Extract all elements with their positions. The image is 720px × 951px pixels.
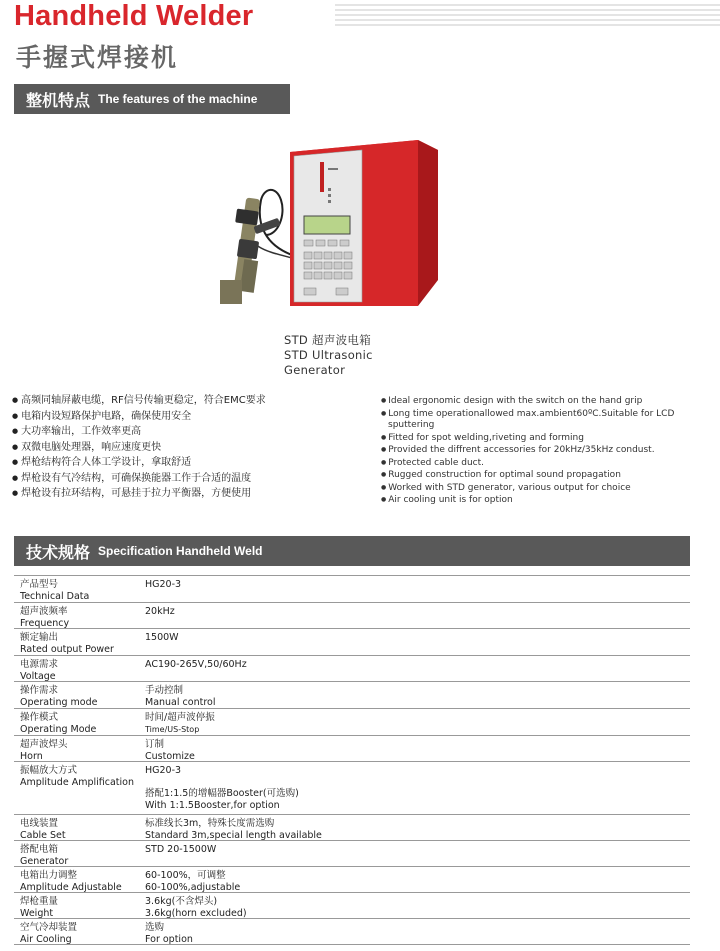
spec-value: Standard 3m,special length available xyxy=(145,829,322,841)
spec-label-en: Horn xyxy=(20,750,43,762)
spec-label-cn: 操作需求 xyxy=(20,685,59,696)
machine-caption xyxy=(284,333,373,378)
spec-value: 3.6kg(horn excluded) xyxy=(145,907,247,919)
feature-item-en: ● Ideal ergonomic design with the switch on the hand grip xyxy=(381,395,717,408)
caption-line: STD 超声波电箱 xyxy=(284,333,372,347)
spec-row xyxy=(14,682,690,709)
spec-value: AC190-265V,50/60Hz xyxy=(145,659,247,670)
spec-row xyxy=(14,867,690,893)
spec-label-en: Technical Data xyxy=(20,590,90,602)
feature-item-cn: ● 焊枪结构符合人体工学设计，拿取舒适 xyxy=(12,455,266,471)
feature-item-en: ● Worked with STD generator, various output for choice xyxy=(381,482,717,495)
spec-label-en: Rated output Power xyxy=(20,643,114,655)
spec-value: 选购 xyxy=(145,922,165,933)
machine-illustration xyxy=(206,130,446,320)
spec-label-cn: 焊枪重量 xyxy=(20,896,59,907)
spec-row xyxy=(14,815,690,841)
spec-label-cn: 操作模式 xyxy=(20,712,59,723)
spec-label-cn: 超声波焊头 xyxy=(20,739,68,750)
spec-value: Manual control xyxy=(145,696,216,708)
spec-section-header xyxy=(14,536,690,566)
spec-label-en: Weight xyxy=(20,907,54,919)
spec-value: 手动控制 xyxy=(145,685,184,696)
spec-label-en: Amplitude Adjustable xyxy=(20,881,122,893)
spec-value: Customize xyxy=(145,750,195,762)
section-title-en: The features of the machine xyxy=(98,92,258,106)
welding-gun xyxy=(220,197,281,304)
spec-value: 1500W xyxy=(145,632,179,643)
spec-row xyxy=(14,709,690,736)
spec-row xyxy=(14,736,690,762)
spec-label-cn: 电源需求 xyxy=(20,659,59,670)
spec-value: 搭配1:1.5的增幅器Booster(可选购) xyxy=(145,788,299,799)
spec-row xyxy=(14,893,690,919)
feature-item-cn: ● 大功率输出，工作效率更高 xyxy=(12,424,266,440)
spec-row xyxy=(14,762,690,815)
spec-row xyxy=(14,603,690,629)
spec-label-en: Voltage xyxy=(20,670,56,682)
feature-item-en: ● Long time operationallowed max.ambient60ºC.Suitable for LCD sputtering xyxy=(381,408,717,432)
spec-label-en: Cable Set xyxy=(20,829,66,841)
spec-row xyxy=(14,656,690,682)
spec-label-cn: 超声波频率 xyxy=(20,606,68,617)
spec-label-cn: 搭配电箱 xyxy=(20,844,59,855)
spec-label-en: Amplitude Amplification xyxy=(20,776,134,788)
feature-item-en: ● Fitted for spot welding,riveting and forming xyxy=(381,432,717,445)
feature-item-cn: ● 高频同轴屏蔽电缆，RF信号传输更稳定，符合EMC要求 xyxy=(12,393,266,409)
spec-row xyxy=(14,629,690,656)
decorative-stripes xyxy=(335,4,720,28)
spec-table xyxy=(14,575,690,945)
spec-value: 标准线长3m，特殊长度需选购 xyxy=(145,818,275,829)
spec-value: 订制 xyxy=(145,739,165,750)
feature-item-cn: ● 焊枪设有拉环结构，可悬挂于拉力平衡器，方便使用 xyxy=(12,486,266,502)
spec-value: 60-100%，可调整 xyxy=(145,870,226,881)
spec-row xyxy=(14,576,690,603)
spec-label-en: Air Cooling xyxy=(20,933,72,945)
spec-label-cn: 振幅放大方式 xyxy=(20,765,78,776)
spec-value: STD 20-1500W xyxy=(145,844,217,855)
spec-value: 时间/超声波停振 xyxy=(145,712,215,723)
section-title-cn: 整机特点 xyxy=(26,90,91,110)
spec-value: For option xyxy=(145,933,193,945)
page-subtitle: 手握式焊接机 xyxy=(16,43,179,72)
generator-box xyxy=(290,140,438,306)
spec-label-en: Frequency xyxy=(20,617,70,629)
features-section-header xyxy=(14,84,290,114)
spec-label-cn: 产品型号 xyxy=(20,579,59,590)
feature-item-cn: ● 双微电脑处理器，响应速度更快 xyxy=(12,440,266,456)
features-list-cn xyxy=(12,393,266,502)
feature-item-cn: ● 焊枪设有气冷结构，可确保换能器工作于合适的温度 xyxy=(12,471,266,487)
feature-item-en: ● Air cooling unit is for option xyxy=(381,494,717,507)
section-title-cn: 技术规格 xyxy=(26,542,91,562)
spec-label-cn: 额定输出 xyxy=(20,632,59,643)
spec-label-en: Operating mode xyxy=(20,696,98,708)
spec-label-cn: 空气冷却装置 xyxy=(20,922,78,933)
spec-value: 3.6kg(不含焊头) xyxy=(145,896,218,907)
spec-value: Time/US-Stop xyxy=(145,724,200,734)
spec-value xyxy=(145,777,685,789)
spec-value: 60-100%,adjustable xyxy=(145,881,241,893)
feature-item-cn: ● 电箱内设短路保护电路，确保使用安全 xyxy=(12,409,266,425)
caption-line: Generator xyxy=(284,363,346,377)
spec-row xyxy=(14,841,690,867)
features-list-en xyxy=(381,395,717,507)
lcd-screen xyxy=(304,216,350,234)
spec-label-en: Generator xyxy=(20,855,69,867)
spec-value: HG20-3 xyxy=(145,765,182,776)
spec-row xyxy=(14,919,690,945)
feature-item-en: ● Provided the diffrent accessories for 20kHz/35kHz condust. xyxy=(381,444,717,457)
section-title-en: Specification Handheld Weld xyxy=(98,544,263,558)
spec-value: 20kHz xyxy=(145,606,175,617)
spec-value: With 1:1.5Booster,for option xyxy=(145,799,280,811)
spec-label-cn: 电箱出力调整 xyxy=(20,870,78,881)
indicator-bar xyxy=(320,162,324,192)
caption-line: STD Ultrasonic xyxy=(284,348,373,362)
feature-item-en: ● Protected cable duct. xyxy=(381,457,717,470)
spec-label-cn: 电线装置 xyxy=(20,818,59,829)
page-title: Handheld Welder xyxy=(14,0,254,32)
spec-value: HG20-3 xyxy=(145,579,182,590)
feature-item-en: ● Rugged construction for optimal sound propagation xyxy=(381,469,717,482)
spec-label-en: Operating Mode xyxy=(20,723,97,735)
